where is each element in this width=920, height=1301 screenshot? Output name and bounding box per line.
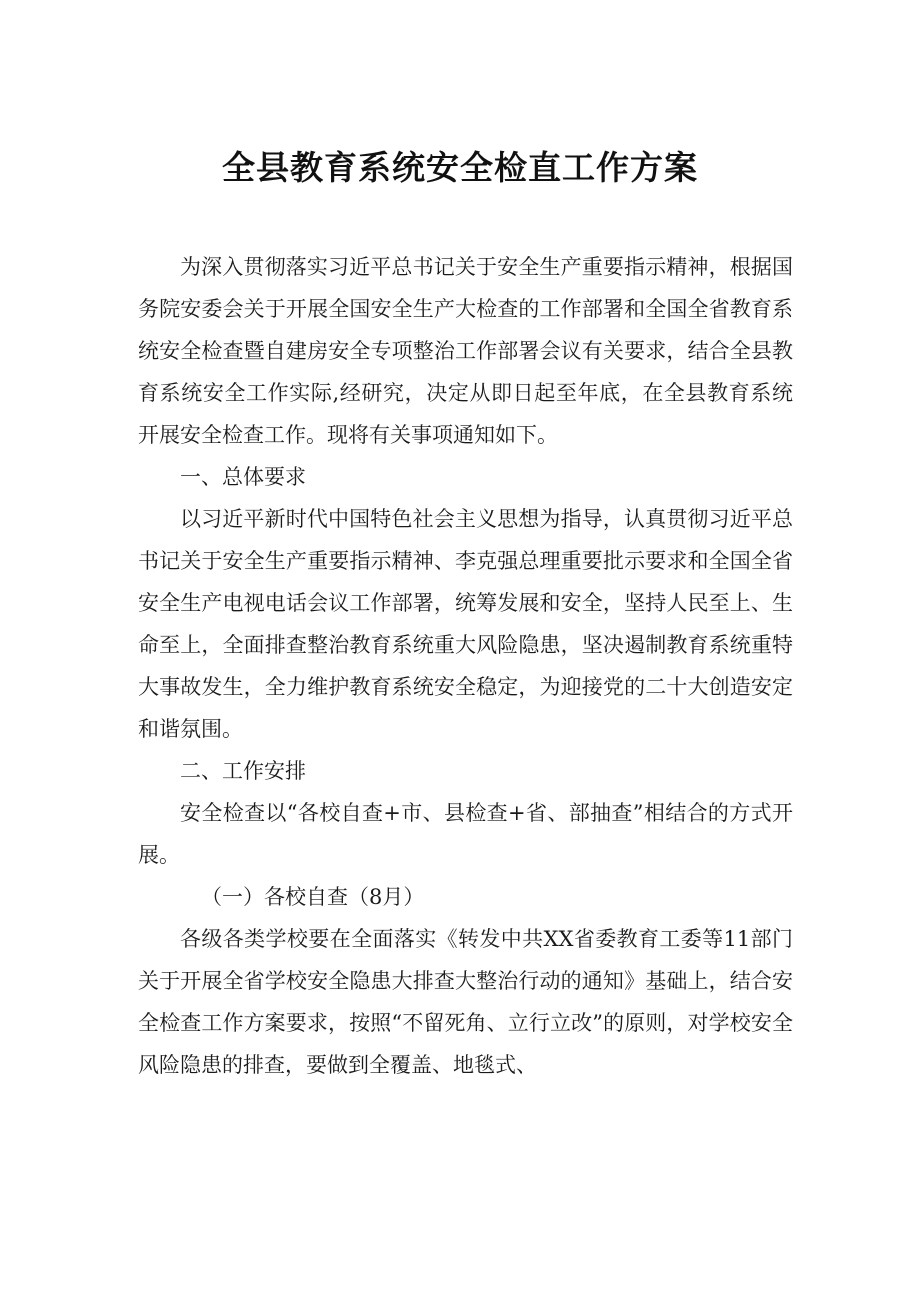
subsection-1-heading: （一）各校自查（8月）	[201, 885, 425, 909]
document-body	[138, 246, 793, 1086]
document-title: 全县教育系统安全检直工作方案	[222, 148, 698, 187]
intro-paragraph: 为深入贯彻落实习近平总书记关于安全生产重要指示精神，根据国务院安委会关于开展全国安全生产大检查的工作部署和全国全省教育系统安全检查暨自建房安全专项整治工作部署会议有关要求，结合全县教育系统安全工作实际,经研究，决定从即日起至年底，在全县教育系统开展安全检查工作。现将有关事项通知如下。	[138, 255, 793, 447]
section-2-paragraph: 安全检查以“各校自查+市、县检查+省、部抽查”相结合的方式开展。	[138, 801, 793, 867]
subsection-1-paragraph: 各级各类学校要在全面落实《转发中共XX省委教育工委等11部门关于开展全省学校安全隐患大排查大整治行动的通知》基础上，结合安全检查工作方案要求，按照“不留死角、立行立改”的原则，对学校安全风险隐患的排查，要做到全覆盖、地毯式、	[138, 927, 793, 1077]
section-1-heading: 一、总体要求	[180, 465, 306, 489]
section-2-heading: 二、工作安排	[180, 759, 306, 783]
section-1-paragraph: 以习近平新时代中国特色社会主义思想为指导，认真贯彻习近平总书记关于安全生产重要指示精神、李克强总理重要批示要求和全国全省安全生产电视电话会议工作部署，统筹发展和安全，坚持人民至上、生命至上，全面排查整治教育系统重大风险隐患，坚决遏制教育系统重特大事故发生，全力维护教育系统安全稳定，为迎接党的二十大创造安定和谐氛围。	[138, 507, 793, 741]
